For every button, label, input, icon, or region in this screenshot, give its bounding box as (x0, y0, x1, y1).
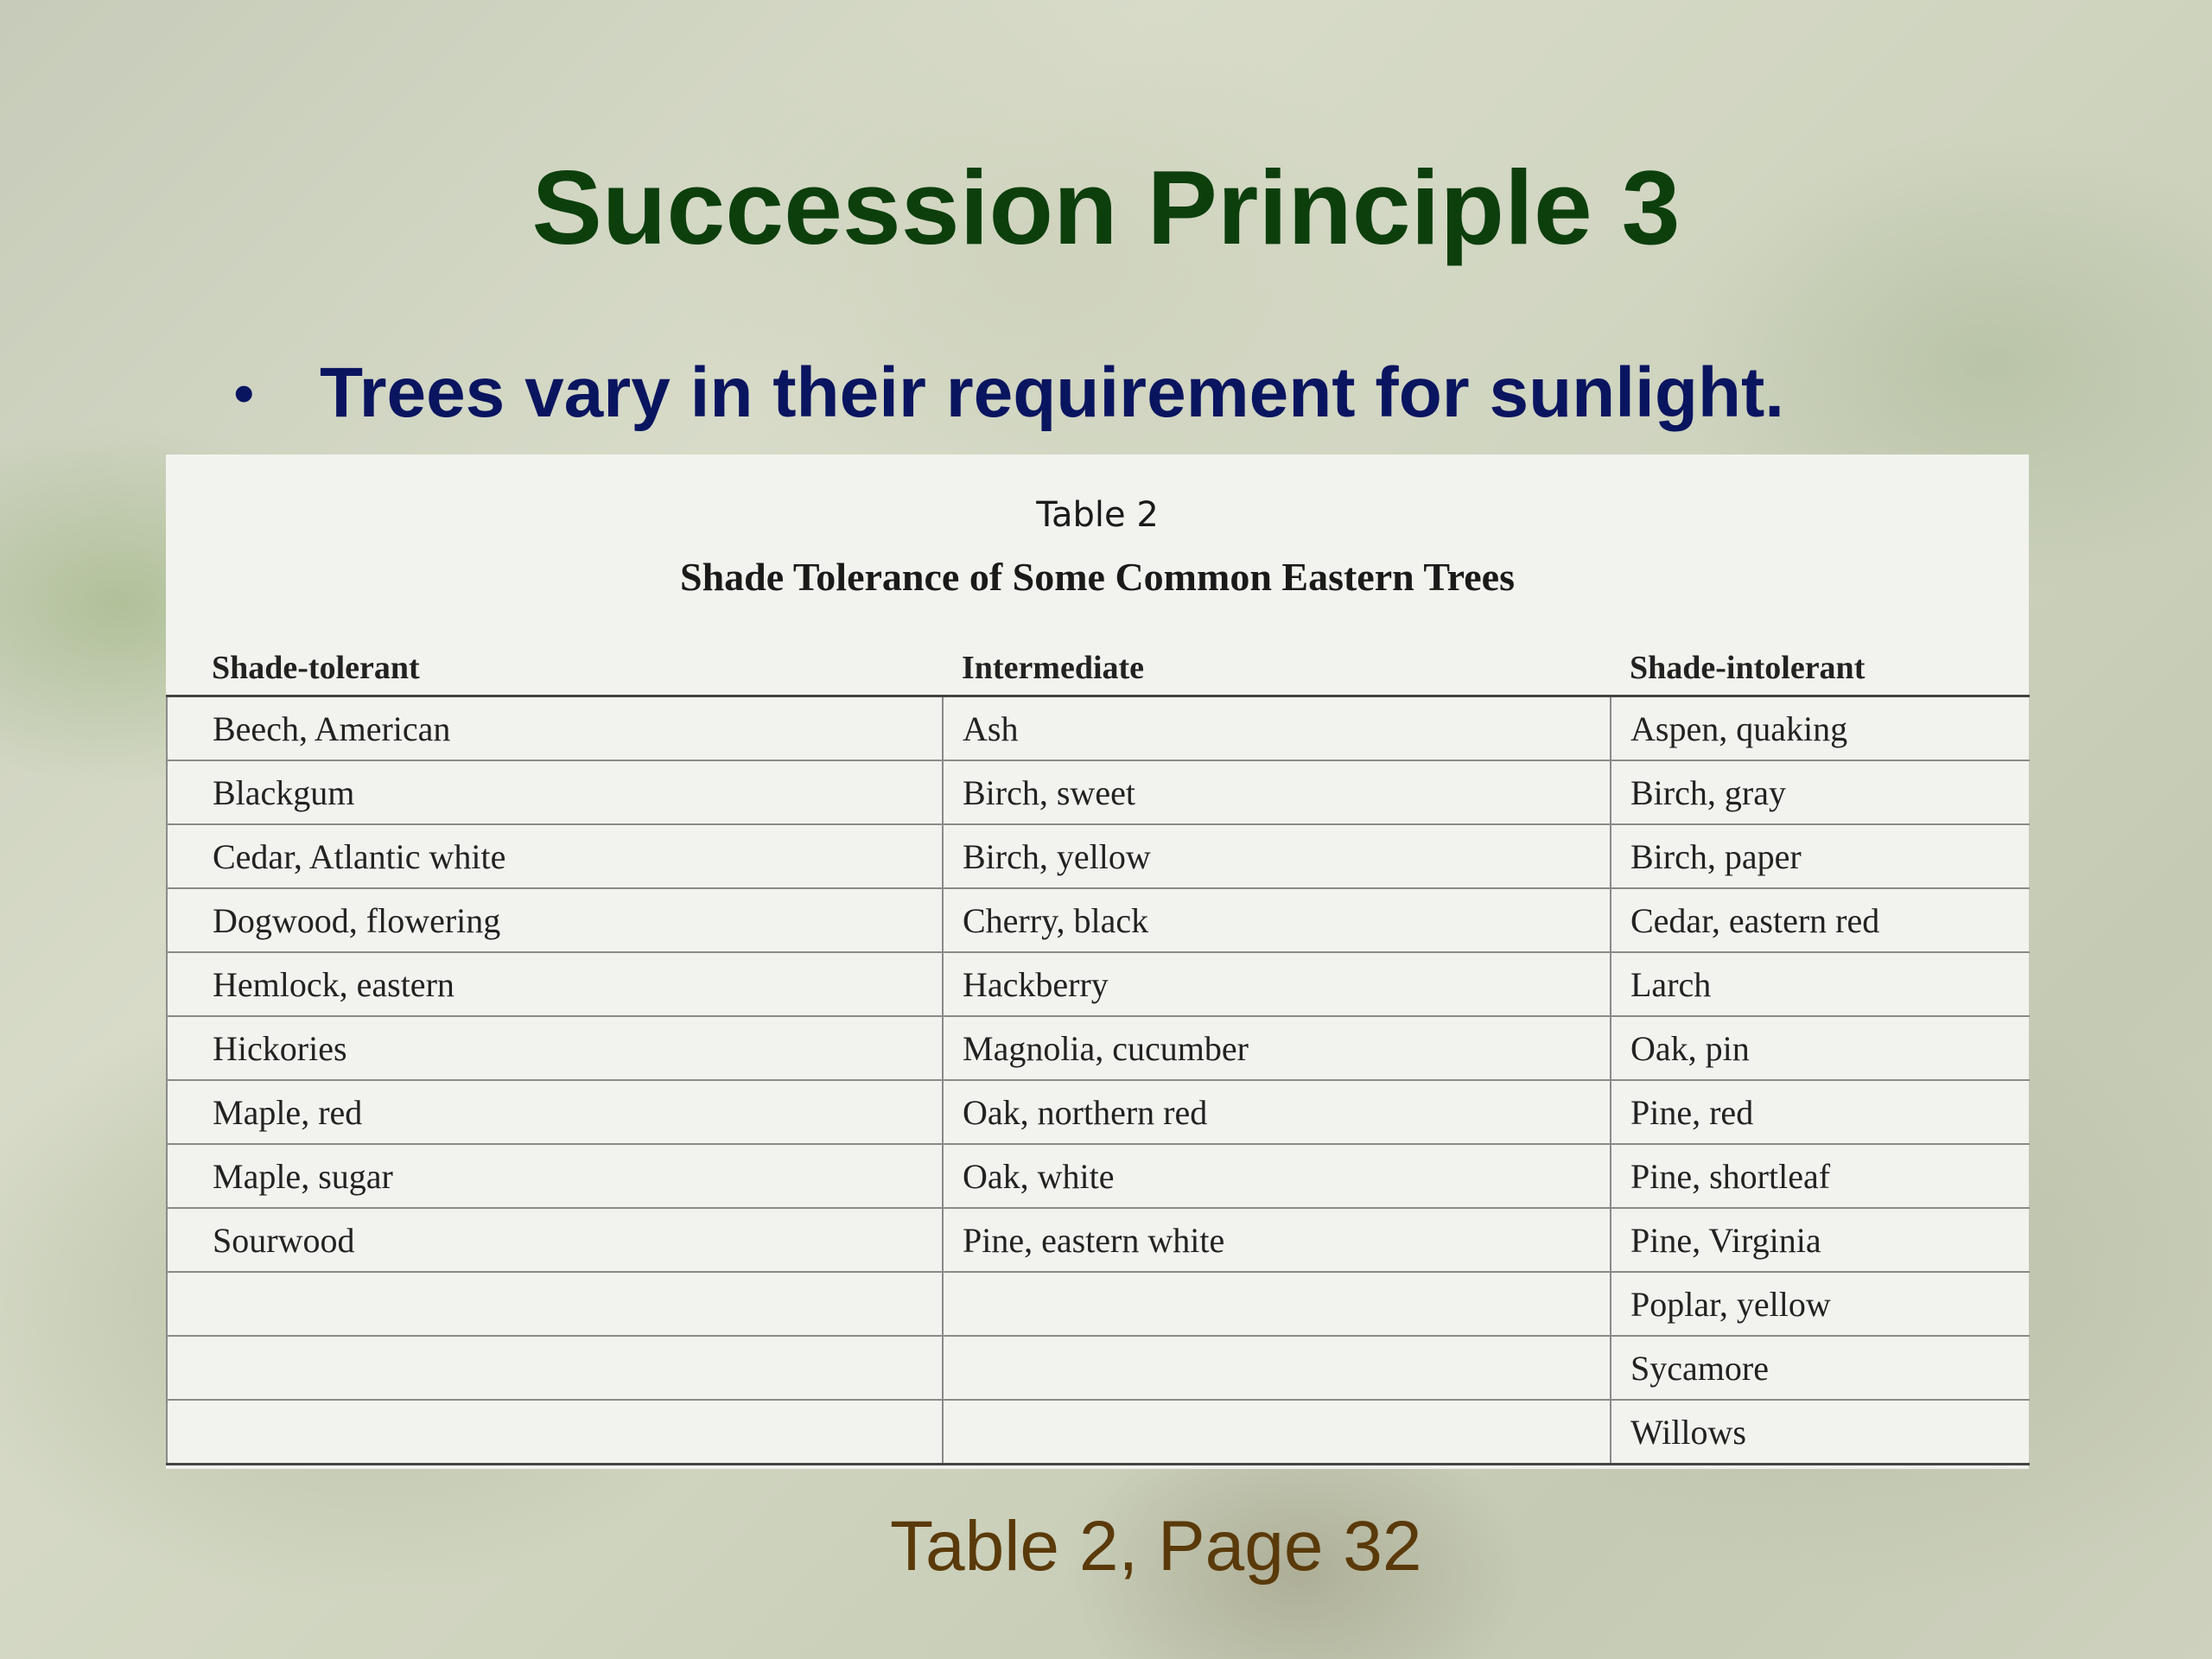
table-cell: Maple, red (167, 1080, 943, 1144)
bullet-dot-icon: • (233, 359, 255, 427)
table-cell: Magnolia, cucumber (943, 1016, 1611, 1080)
table-cell: Pine, Virginia (1611, 1208, 2030, 1272)
table-cell: Pine, red (1611, 1080, 2030, 1144)
column-header-shade-intolerant: Shade-intolerant (1611, 641, 2030, 696)
table-reference: Table 2, Page 32 (890, 1507, 1422, 1586)
table-row (167, 760, 2030, 824)
table-cell (943, 1272, 1611, 1336)
table-cell: Hickories (167, 1016, 943, 1080)
table-cell (167, 1336, 943, 1400)
table-row (167, 1336, 2030, 1400)
table-cell: Birch, gray (1611, 760, 2030, 824)
table-cell: Pine, shortleaf (1611, 1144, 2030, 1208)
table-cell: Ash (943, 696, 1611, 761)
table-cell: Cedar, Atlantic white (167, 824, 943, 888)
table-cell: Willows (1611, 1400, 2030, 1465)
table-cell: Hackberry (943, 952, 1611, 1016)
table-cell: Sycamore (1611, 1336, 2030, 1400)
table-caption: Shade Tolerance of Some Common Eastern Trees (680, 555, 1515, 599)
table-cell: Hemlock, eastern (167, 952, 943, 1016)
bullet-point (233, 346, 1784, 441)
table-cell: Birch, yellow (943, 824, 1611, 888)
table-cell: Oak, white (943, 1144, 1611, 1208)
table-row (167, 1272, 2030, 1336)
table-cell (943, 1336, 1611, 1400)
table-row (167, 952, 2030, 1016)
table-row (167, 1144, 2030, 1208)
table-row (167, 696, 2030, 761)
table-cell: Poplar, yellow (1611, 1272, 2030, 1336)
column-header-intermediate: Intermediate (943, 641, 1611, 696)
table-cell: Birch, paper (1611, 824, 2030, 888)
table-cell: Cherry, black (943, 888, 1611, 952)
table-image-panel (166, 454, 2029, 1469)
table-cell (167, 1400, 943, 1465)
table-cell: Beech, American (167, 696, 943, 761)
slide-title: Succession Principle 3 (531, 149, 1681, 266)
table-cell: Oak, pin (1611, 1016, 2030, 1080)
table-cell: Cedar, eastern red (1611, 888, 2030, 952)
table-cell (167, 1272, 943, 1336)
table-row (167, 1016, 2030, 1080)
column-header-shade-tolerant: Shade-tolerant (167, 641, 943, 696)
table-cell: Larch (1611, 952, 2030, 1016)
bullet-text: Trees vary in their requirement for sunlight. (320, 353, 1785, 432)
table-row (167, 1208, 2030, 1272)
table-cell: Aspen, quaking (1611, 696, 2030, 761)
table-cell: Dogwood, flowering (167, 888, 943, 952)
table-cell: Birch, sweet (943, 760, 1611, 824)
table-cell: Pine, eastern white (943, 1208, 1611, 1272)
table-header-row (167, 641, 2030, 696)
table-row (167, 824, 2030, 888)
table-number: Table 2 (1036, 495, 1159, 535)
table-cell: Sourwood (167, 1208, 943, 1272)
shade-tolerance-table (166, 641, 2030, 1465)
table-cell: Maple, sugar (167, 1144, 943, 1208)
table-cell (943, 1400, 1611, 1465)
table-row (167, 888, 2030, 952)
table-row (167, 1400, 2030, 1465)
table-cell: Blackgum (167, 760, 943, 824)
table-row (167, 1080, 2030, 1144)
table-cell: Oak, northern red (943, 1080, 1611, 1144)
